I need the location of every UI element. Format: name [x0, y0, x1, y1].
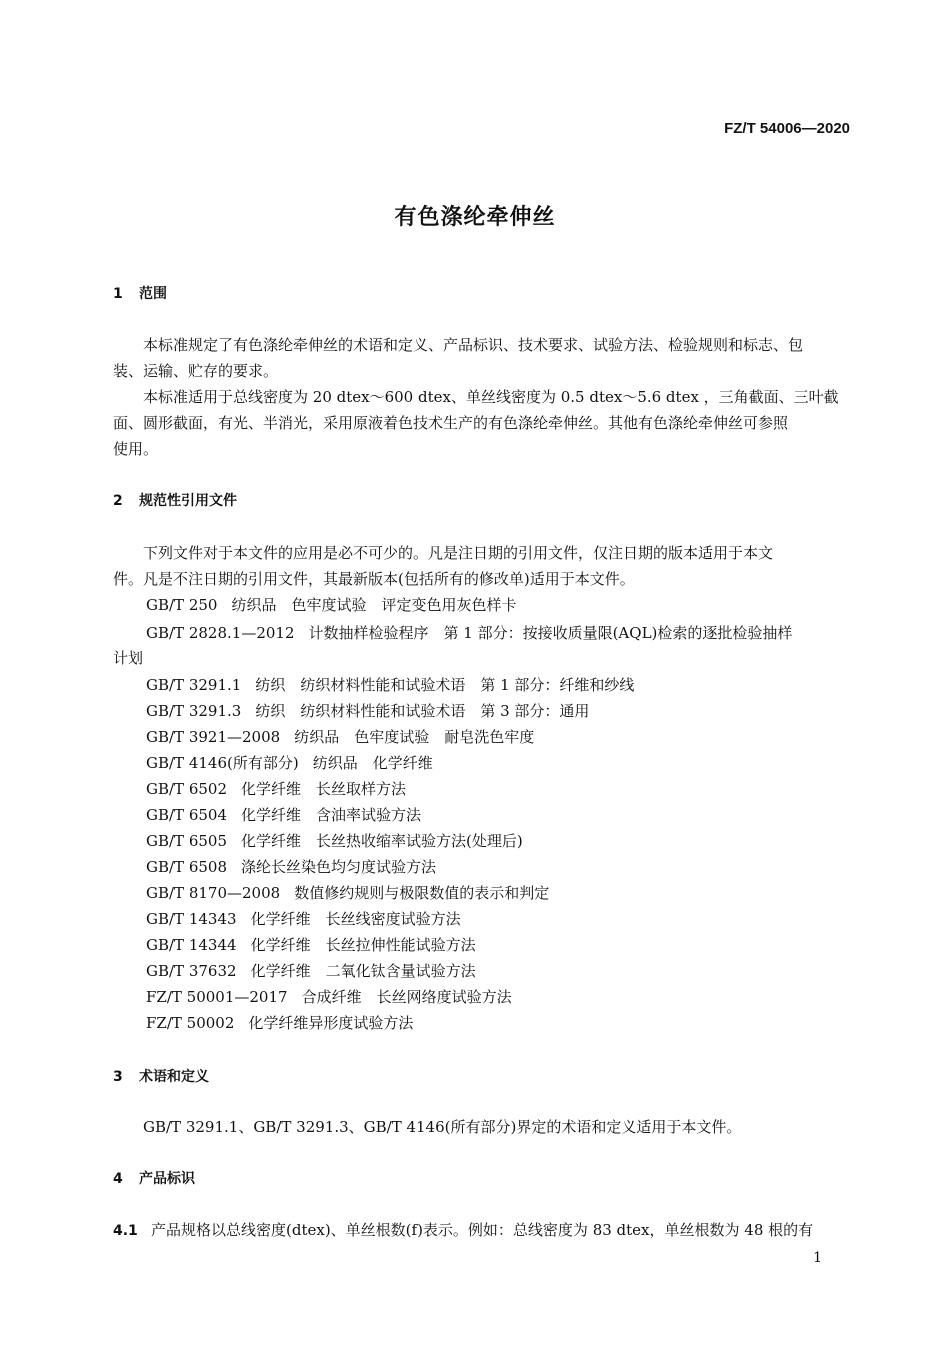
reference-item: [146, 828, 523, 854]
reference-item: [146, 854, 436, 880]
text-line: 使用。: [113, 440, 159, 458]
reference-title: 化学纤维 长丝线密度试验方法: [250, 910, 461, 928]
reference-code: GB/T 4146(所有部分): [146, 754, 299, 772]
text-line: 本标准规定了有色涤纶牵伸丝的术语和定义、产品标识、技术要求、试验方法、检验规则和标志、包: [113, 336, 804, 354]
clause-number: 4.1: [113, 1223, 138, 1239]
text-line: GB/T 3291.1、GB/T 3291.3、GB/T 4146(所有部分)界定的术语和定义适用于本文件。: [113, 1118, 742, 1136]
section-title: 术语和定义: [139, 1069, 209, 1085]
reference-title: 涤纶长丝染色均匀度试验方法: [241, 858, 437, 876]
reference-code: GB/T 6504: [146, 806, 228, 824]
section-2-heading: [113, 490, 237, 510]
section-number: 3: [113, 1069, 123, 1085]
section-title: 产品标识: [139, 1171, 195, 1187]
reference-item: [146, 984, 512, 1010]
reference-code: GB/T 14343: [146, 910, 237, 928]
reference-item: [146, 932, 476, 958]
reference-title: 计数抽样检验程序 第 1 部分：按接收质量限(AQL)检索的逐批检验抽样: [308, 624, 793, 642]
reference-code: GB/T 14344: [146, 936, 237, 954]
text-line: 装、运输、贮存的要求。: [113, 362, 279, 380]
text-line: 面、圆形截面，有光、半消光，采用原液着色技术生产的有色涤纶牵伸丝。其他有色涤纶牵伸丝可参照: [113, 414, 789, 432]
reference-item: [146, 724, 534, 750]
reference-title: 纺织品 色牢度试验 耐皂洗色牢度: [294, 728, 535, 746]
reference-item: [146, 776, 406, 802]
reference-item: [146, 802, 421, 828]
text-line: 件。凡是不注日期的引用文件，其最新版本(包括所有的修改单)适用于本文件。: [113, 570, 635, 588]
text-line: 下列文件对于本文件的应用是必不可少的。凡是注日期的引用文件，仅注日期的版本适用于本文: [113, 544, 774, 562]
reference-code: GB/T 8170—2008: [146, 884, 281, 902]
reference-item: [146, 698, 589, 724]
section-4-heading: [113, 1168, 195, 1188]
reference-code: GB/T 3921—2008: [146, 728, 281, 746]
reference-item: [146, 672, 634, 698]
reference-item: [146, 958, 476, 984]
reference-code: FZ/T 50002: [146, 1014, 235, 1032]
reference-title: 化学纤维 长丝拉伸性能试验方法: [250, 936, 476, 954]
reference-title: 化学纤维 长丝取样方法: [241, 780, 407, 798]
scope-paragraph-2: [113, 384, 853, 462]
section-title: 范围: [139, 286, 167, 302]
section-title: 规范性引用文件: [139, 493, 237, 509]
reference-title: 化学纤维 长丝热收缩率试验方法(处理后): [241, 832, 523, 850]
reference-code: GB/T 6502: [146, 780, 228, 798]
reference-title: 纺织品 化学纤维: [312, 754, 433, 772]
reference-item: [146, 906, 461, 932]
reference-title: 纺织品 色牢度试验 评定变色用灰色样卡: [231, 596, 517, 614]
section-number: 1: [113, 286, 123, 302]
normative-intro: [113, 540, 853, 592]
reference-code: GB/T 3291.1: [146, 676, 242, 694]
scope-paragraph-1: [113, 332, 853, 384]
reference-code: GB/T 3291.3: [146, 702, 242, 720]
section-1-heading: [113, 283, 167, 303]
reference-title: 纺织 纺织材料性能和试验术语 第 3 部分：通用: [255, 702, 590, 720]
reference-code: GB/T 2828.1—2012: [146, 624, 295, 642]
reference-item: [146, 592, 516, 618]
reference-item: [146, 880, 549, 906]
reference-item: [146, 620, 792, 646]
reference-title: 化学纤维 二氧化钛含量试验方法: [250, 962, 476, 980]
reference-code: GB/T 6505: [146, 832, 228, 850]
section-number: 2: [113, 493, 123, 509]
terms-paragraph: [113, 1114, 853, 1140]
reference-wrap-line: 计划: [113, 649, 144, 667]
standard-code: FZ/T 54006—2020: [724, 120, 850, 137]
reference-title: 数值修约规则与极限数值的表示和判定: [294, 884, 550, 902]
page-number: 1: [813, 1250, 822, 1266]
clause-4-1: [113, 1217, 813, 1244]
reference-code: GB/T 250: [146, 596, 218, 614]
document-title: 有色涤纶牵伸丝: [394, 205, 556, 230]
reference-title: 化学纤维异形度试验方法: [248, 1014, 414, 1032]
reference-title: 纺织 纺织材料性能和试验术语 第 1 部分：纤维和纱线: [255, 676, 635, 694]
reference-code: GB/T 6508: [146, 858, 228, 876]
clause-text: 产品规格以总线密度(dtex)、单丝根数(f)表示。例如：总线密度为 83 dtex，单丝根数为 48 根的有: [151, 1221, 814, 1239]
reference-title: 合成纤维 长丝网络度试验方法: [301, 988, 512, 1006]
section-3-heading: [113, 1066, 209, 1086]
reference-title: 化学纤维 含油率试验方法: [241, 806, 422, 824]
reference-code: FZ/T 50001—2017: [146, 988, 288, 1006]
reference-item: [146, 750, 433, 776]
reference-code: GB/T 37632: [146, 962, 237, 980]
section-number: 4: [113, 1171, 123, 1187]
text-line: 本标准适用于总线密度为 20 dtex～600 dtex、单丝线密度为 0.5 dtex～5.6 dtex ，三角截面、三叶截: [113, 388, 839, 406]
reference-item: [146, 1010, 413, 1036]
